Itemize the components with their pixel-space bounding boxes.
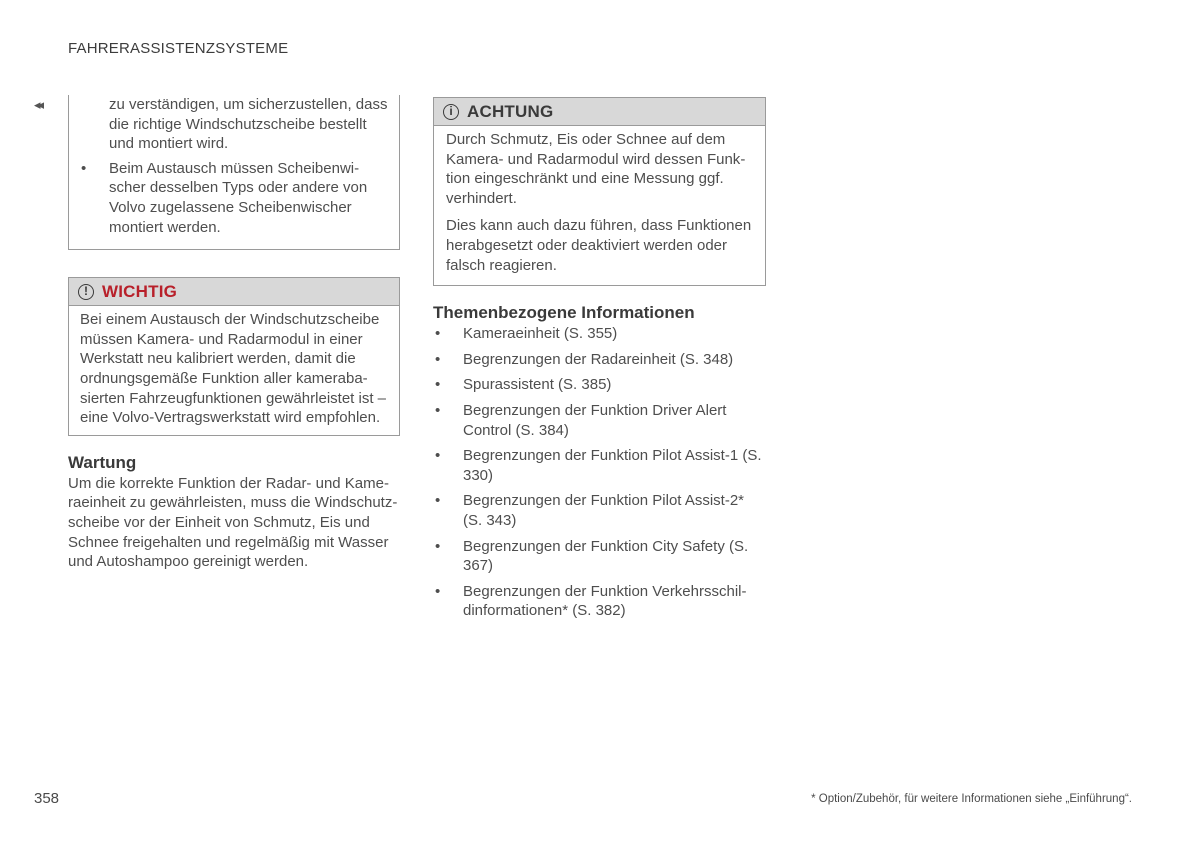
important-box-header bbox=[69, 278, 399, 306]
warning-paragraph: Durch Schmutz, Eis oder Schnee auf dem Kamera- und Radarmodul wird dessen Funktion eingeschränkt und eine Messung ggf. verhindert. bbox=[446, 131, 746, 207]
list-item bbox=[79, 159, 389, 237]
related-link-item[interactable] bbox=[433, 446, 766, 485]
bullet-icon: • bbox=[81, 159, 87, 177]
bullet-icon: • bbox=[435, 401, 441, 419]
related-link-item[interactable] bbox=[433, 324, 766, 344]
continued-note-list bbox=[79, 159, 389, 237]
page-number: 358 bbox=[34, 790, 60, 807]
important-box-title: WICHTIG bbox=[102, 281, 178, 301]
related-link-item[interactable] bbox=[433, 350, 766, 370]
related-link-text[interactable]: Begrenzungen der Funktion Verkehrsschildinformationen* (S. 382) bbox=[463, 582, 747, 620]
warning-paragraph: Dies kann auch dazu führen, dass Funktionen herabgesetzt oder deaktiviert werden oder falsch reagieren. bbox=[446, 217, 752, 274]
warning-box-title: ACHTUNG bbox=[467, 101, 554, 121]
important-box-text: Bei einem Austausch der Windschutzscheibe müssen Kamera- und Radarmodul in einer Werkstatt neu kalibriert werden, damit die ordnungsgemäße Funktion aller kamerabasierten Fahrzeugfunktionen gewährleistet ist – eine Volvo-Vertragswerkstatt wird empfohlen. bbox=[80, 311, 387, 427]
related-info-list bbox=[433, 324, 766, 621]
related-link-text[interactable]: Begrenzungen der Funktion City Safety (S. 367) bbox=[463, 537, 749, 575]
related-link-text[interactable]: Begrenzungen der Radareinheit (S. 348) bbox=[463, 350, 734, 368]
left-column bbox=[68, 95, 400, 572]
related-info-heading: Themenbezogene Informationen bbox=[433, 303, 695, 323]
important-box-body bbox=[69, 306, 399, 435]
related-link-text[interactable]: Spurassistent (S. 385) bbox=[463, 376, 612, 394]
maintenance-text: Um die korrekte Funktion der Radar- und Kameraeinheit zu gewährleisten, muss die Windschutzscheibe vor der Einheit von Schmutz, Eis und Schnee freigehalten und regelmäßig mit Wasser und Autoshampoo gereinigt werden. bbox=[68, 474, 398, 571]
maintenance-section bbox=[68, 452, 400, 572]
list-item-text: Beim Austausch müssen Scheibenwischer desselben Typs oder andere von Volvo zugelassene Scheibenwischer montiert werden. bbox=[109, 159, 368, 236]
continued-note-box bbox=[68, 95, 400, 250]
related-link-item[interactable] bbox=[433, 401, 766, 440]
info-icon: i bbox=[443, 104, 459, 120]
related-info-section bbox=[433, 302, 766, 621]
bullet-icon: • bbox=[435, 447, 441, 465]
related-link-item[interactable] bbox=[433, 491, 766, 530]
related-link-text[interactable]: Begrenzungen der Funktion Pilot Assist-1 (S. 330) bbox=[463, 447, 762, 484]
bullet-icon: • bbox=[435, 492, 441, 510]
warning-box-body bbox=[434, 126, 765, 285]
related-link-item[interactable] bbox=[433, 537, 766, 576]
maintenance-heading: Wartung bbox=[68, 452, 137, 472]
bullet-icon: • bbox=[435, 350, 441, 368]
right-column bbox=[433, 97, 766, 627]
bullet-icon: • bbox=[435, 325, 441, 343]
bullet-icon: • bbox=[435, 376, 441, 394]
related-link-text[interactable]: Kameraeinheit (S. 355) bbox=[463, 325, 618, 343]
bullet-icon: • bbox=[435, 582, 441, 600]
related-link-item[interactable] bbox=[433, 375, 766, 395]
related-link-text[interactable]: Begrenzungen der Funktion Pilot Assist-2* (S. 343) bbox=[463, 492, 744, 529]
page-header-title: FAHRERASSISTENZSYSTEME bbox=[68, 40, 289, 57]
important-box bbox=[68, 277, 400, 436]
exclamation-icon: ! bbox=[78, 284, 94, 300]
related-link-text[interactable]: Begrenzungen der Funktion Driver Alert Control (S. 384) bbox=[463, 401, 727, 439]
warning-box bbox=[433, 97, 766, 286]
warning-box-header bbox=[434, 98, 765, 126]
footnote: * Option/Zubehör, für weitere Informationen siehe „Einführung“. bbox=[811, 793, 1132, 805]
continued-from-previous-icon: ◂◂ bbox=[34, 97, 42, 112]
bullet-icon: • bbox=[435, 537, 441, 555]
continued-note-text: zu verständigen, um sicherzustellen, dass die richtige Windschutzscheibe bestellt und montiert wird. bbox=[109, 96, 388, 153]
related-link-item[interactable] bbox=[433, 582, 766, 621]
